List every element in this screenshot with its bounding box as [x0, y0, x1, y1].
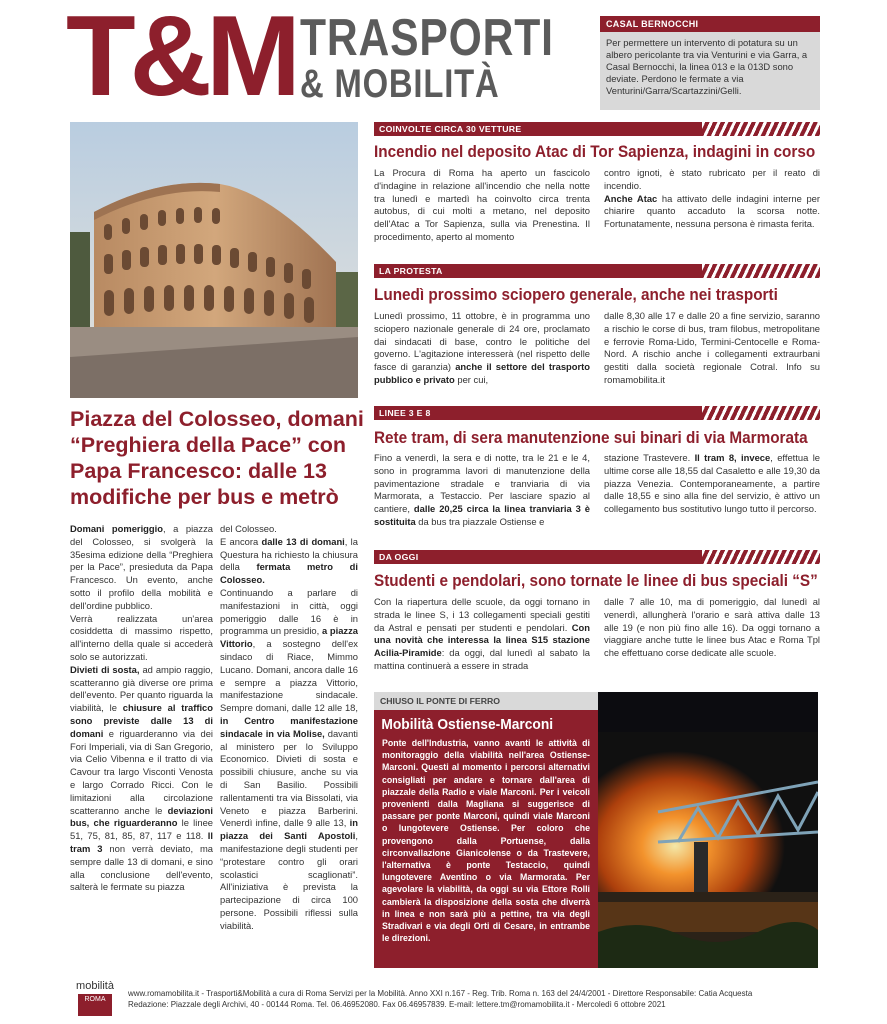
- art1-col2b: ha attivato delle indagini interne per chiarire quanto accaduto la scorsa notte. Fortunatamente, nessuna persona è rimasta ferita.: [604, 192, 820, 230]
- lead-p3c: le linee 51, 75, 81, 85, 87, 117 e 118.: [70, 817, 213, 842]
- lead-p3-bold2: chiusure al traffico sono previste dalle 13 di domani: [70, 702, 213, 739]
- lead-p1-bold: Domani pomeriggio: [70, 523, 163, 534]
- art1-headline: Incendio nel deposito Atac di Tor Sapienza, indagini in corso: [374, 142, 816, 161]
- art4-col1-bold: Con una novità che interessa la linea S15 stazione Acilia-Piramide: [374, 621, 590, 659]
- art3-section-bar: [374, 406, 820, 420]
- lead-col1: [70, 523, 213, 894]
- bridge-fire-photo: [598, 692, 818, 968]
- lead-c2-p3-bold: a piazza Vittorio: [220, 625, 358, 650]
- mobilita-roma-logo: [66, 980, 124, 1020]
- casal-bernocchi-text: Per permettere un intervento di potatura su un albero pericolante tra via Venturini e via Garra, a Casal Bernocchi, la linea 013 e la 013D sono deviate. Perdono le fermate a via Venturini/Garra/Scartazzini/Gelli.: [606, 37, 808, 96]
- art2-col1a: Lunedì prossimo, 11 ottobre, è in programma uno sciopero nazionale generale di 24 ore, proclamato dai sindacati di base, contro le politiche del governo. L'agitazione interesserà (nel rispetto delle fasce di garanzia): [374, 310, 590, 373]
- art3-col2a: stazione Trastevere.: [604, 452, 695, 463]
- colosseum-photo: [70, 122, 358, 398]
- lead-c2-p1: del Colosseo.: [220, 523, 277, 534]
- art3-col1-bold: dalle 20,25 circa la linea tranviaria 3 è sostituita: [374, 503, 591, 527]
- art4-col1b: : da oggi, dal lunedì al sabato la mattina continuerà a essere in strada: [374, 647, 590, 671]
- art1-section: COINVOLTE CIRCA 30 VETTURE: [379, 124, 522, 134]
- art4-section-bar: [374, 550, 820, 564]
- lead-c2-p2b: , la Questura ha richiesto la chiusura della: [220, 535, 358, 573]
- art3-headline: Rete tram, di sera manutenzione sui binari di via Marmorata: [374, 428, 808, 447]
- marconi-title: Mobilità Ostiense-Marconi: [381, 716, 554, 733]
- lead-c2-p3c: davanti al ministero per lo Sviluppo Economico. Divieti di sosta e possibili chiusure, anche su via di San Basilio. Possibili rallentamenti tra via Bissolati, via Veneto e piazza Barberini. Venerdì infine, dalle 9 alle 13,: [220, 727, 358, 829]
- footer-text: [128, 988, 752, 1010]
- lead-c2-p3b: , a sostegno dell'ex sindaco di Riace, Mimmo Lucano. Domani, ancora dalle 16 e sempre a piazza Vittorio, manifestazione sindacale. Sempre domani, dalle 12 alle 18,: [220, 638, 358, 714]
- marconi-section: CHIUSO IL PONTE DI FERRO: [374, 692, 598, 710]
- lead-p2: Verrà realizzata un'area cosiddetta di massimo rispetto, all'interno della quale si accederà solo se autorizzati.: [70, 612, 213, 662]
- lead-p1: , a piazza del Colosseo, si svolgerà la 35esima edizione della “Preghiera per la Pace”, presieduta da Papa Francesco. Un evento, anche sotto il profilo della mobilità e dell'ordine pubblico.: [70, 523, 213, 611]
- footer-logo-sub: ROMA: [78, 994, 112, 1016]
- casal-bernocchi-box: [600, 16, 820, 110]
- footer-line1: www.romamobilita.it - Trasporti&Mobilità a cura di Roma Servizi per la Mobilità. Anno XXI n.167 - Reg. Trib. Roma n. 163 del 24/4/2001 - Direttore Responsabile: Catia Acquesta: [128, 989, 753, 998]
- art4-col1: [374, 596, 590, 673]
- art3-col2-bold: Il tram 8, invece: [694, 452, 771, 463]
- art2-col1b: per cui,: [454, 373, 489, 385]
- lead-p3b: e riguarderanno via dei Fori Imperiali, via di San Gregorio, via Celio Vibenna e il tratto di via Cavour tra largo Visconti Venosta e largo Corrado Ricci. Con le limitazioni alla circolazione scatteranno anche le: [70, 727, 213, 816]
- masthead-title-line1: TRASPORTI: [300, 9, 554, 67]
- marconi-text: Ponte dell'Industria, vanno avanti le attività di monitoraggio della viabilità nell'area Ostiense-Marconi. Questi al momento i percorsi alternativi consigliati per andare e tornare dall'area di piazzale della Radio e viale Marconi. Per i veicoli provenienti dalla Magliana si suggerisce di passare per ponte Marconi, quindi viale Marconi o lungotevere Ostiense. Per coloro che provengono dalla Portuense, dalla circonvallazione Gianicolense o da Trastevere, l'alternativa è ponte Testaccio, quindi lungotevere Aventino o via Marmorata. Per agevolare la viabilità, da oggi su via Ettore Rolli cambierà la disposizione della sosta che diverrà in linea e non sarà più a pettine, tra via degli Stradivari e via degli Orti di Cesare, in entrambe le direzioni.: [382, 738, 590, 944]
- art1-col1: La Procura di Roma ha aperto un fascicolo d'indagine in relazione all'incendio che nella notte tra lunedì e martedì ha coinvolto circa trenta autobus, di cui molti a metano, nel deposito dell'Atac a Tor Sapienza, sulla via Prenestina. Il procedimento, aperto al momento: [374, 167, 590, 242]
- art3-col1a: Fino a venerdì, la sera e di notte, tra le 21 e le 4, sono in programma lavori di manutenzione della pavimentazione stradale e tranviaria di via Marmorata, a Testaccio. Per lasciare spazio al cantiere,: [374, 452, 590, 515]
- art2-col1: [374, 310, 590, 387]
- footer-logo-text: mobilità: [76, 980, 114, 992]
- art2-col1-bold: anche il settore del trasporto pubblico e privato: [374, 361, 590, 385]
- lead-c2-p3-bold3: in piazza dei Santi Apostoli: [220, 817, 358, 842]
- art4-col2: dalle 7 alle 10, ma di pomeriggio, dal lunedì al venerdì, allungherà l'orario e sarà attiva dalle 13 alle 19 (e non più fino alle 16). Da oggi tornano a viaggiare anche tutte le linee bus Atac e Roma Tpl che effettuano corse dedicate alle scuole.: [604, 596, 820, 659]
- lead-c2-p3a: Continuando a parlare di manifestazioni in città, oggi pomeriggio dalle 16 è in programma un presidio,: [220, 586, 358, 637]
- art1-section-bar: [374, 122, 820, 136]
- lead-p3-bold3: deviazioni bus, che riguarderanno: [70, 804, 213, 829]
- art2-headline: Lunedì prossimo sciopero generale, anche nei trasporti: [374, 285, 778, 304]
- art3-col1: [374, 452, 590, 529]
- lead-headline: Piazza del Colosseo, domani “Preghiera della Pace” con Papa Francesco: dalle 13 modifiche per bus e metrò: [70, 407, 364, 509]
- lead-p3-bold: Divieti di sosta,: [70, 663, 140, 675]
- art4-col1a: Con la riapertura delle scuole, da oggi tornano in strada le linee S, i 13 collegamenti speciali gestiti da Astral e pensati per studenti e pendolari.: [374, 596, 590, 633]
- art1-col2a: contro ignoti, è stato rubricato per il reato di incendio.: [604, 167, 820, 191]
- lead-col2: [220, 523, 358, 933]
- lead-p3-bold4: Il tram 3: [70, 830, 213, 854]
- lead-c2-p3-bold2: in Centro manifestazione sindacale in via Molise,: [220, 714, 358, 739]
- art1-col2-bold: Anche Atac: [604, 192, 658, 204]
- art3-col2: [604, 452, 820, 516]
- lead-c2-p2-bold2: fermata metro di Colosseo.: [220, 561, 358, 586]
- art3-col1b: da bus tra piazzale Ostiense e: [415, 515, 545, 527]
- art4-section: DA OGGI: [379, 552, 419, 562]
- masthead-title-line2: & MOBILITÀ: [300, 62, 500, 106]
- art2-section: LA PROTESTA: [379, 266, 443, 276]
- art2-col2: dalle 8,30 alle 17 e dalle 20 a fine servizio, saranno a rischio le corse di bus, tram filobus, metropolitane e ferrovie Roma-Lido, Termini-Centocelle e Roma-Nord. A rischio anche i collegamenti extraurbani gestiti dalla società regionale Cotral. Info su romamobilita.it: [604, 310, 820, 385]
- art3-col2b: , effettua le ultime corse alle 18,55 dal Casaletto e alle 19,30 da piazza Venezia. Contemporaneamente, a partire dalle 18,55 e sino alla fine del servizio, è attivo un collegamento bus sostitutivo lungo tutto il percorso.: [604, 452, 820, 515]
- marconi-box: [374, 692, 598, 968]
- art2-section-bar: [374, 264, 820, 278]
- lead-p3a: ad ampio raggio, scatteranno già diverse ore prima dell'evento. Per quanto riguarda la viabilità, le: [70, 663, 213, 714]
- lead-c2-p2a: E ancora: [220, 535, 262, 547]
- logo-tm: T&M: [66, 0, 295, 120]
- art4-headline: Studenti e pendolari, sono tornate le linee di bus speciali “S”: [374, 571, 818, 590]
- lead-c2-p3d: , manifestazione degli studenti per “protestare contro gli orari scolastici scaglionati”. All'iniziativa è prevista la partecipazione di circa 100 persone. Possibili riflessi sulla viabilità.: [220, 830, 358, 931]
- art3-section: LINEE 3 E 8: [379, 408, 431, 418]
- casal-bernocchi-header: CASAL BERNOCCHI: [600, 16, 820, 32]
- art1-col2: [604, 167, 820, 231]
- lead-p3d: non verrà deviato, ma sempre dalle 13 di domani, e sino alla conclusione dell'evento, salterà le fermate su piazza: [70, 842, 214, 893]
- lead-c2-p2-bold: dalle 13 di domani: [261, 535, 345, 547]
- footer-line2: Redazione: Piazzale degli Archivi, 40 - 00144 Roma. Tel. 06.46952080. Fax 06.46957839. E-mail: lettere.tm@romamobilita.it - Mercoledì 6 ottobre 2021: [128, 1000, 666, 1009]
